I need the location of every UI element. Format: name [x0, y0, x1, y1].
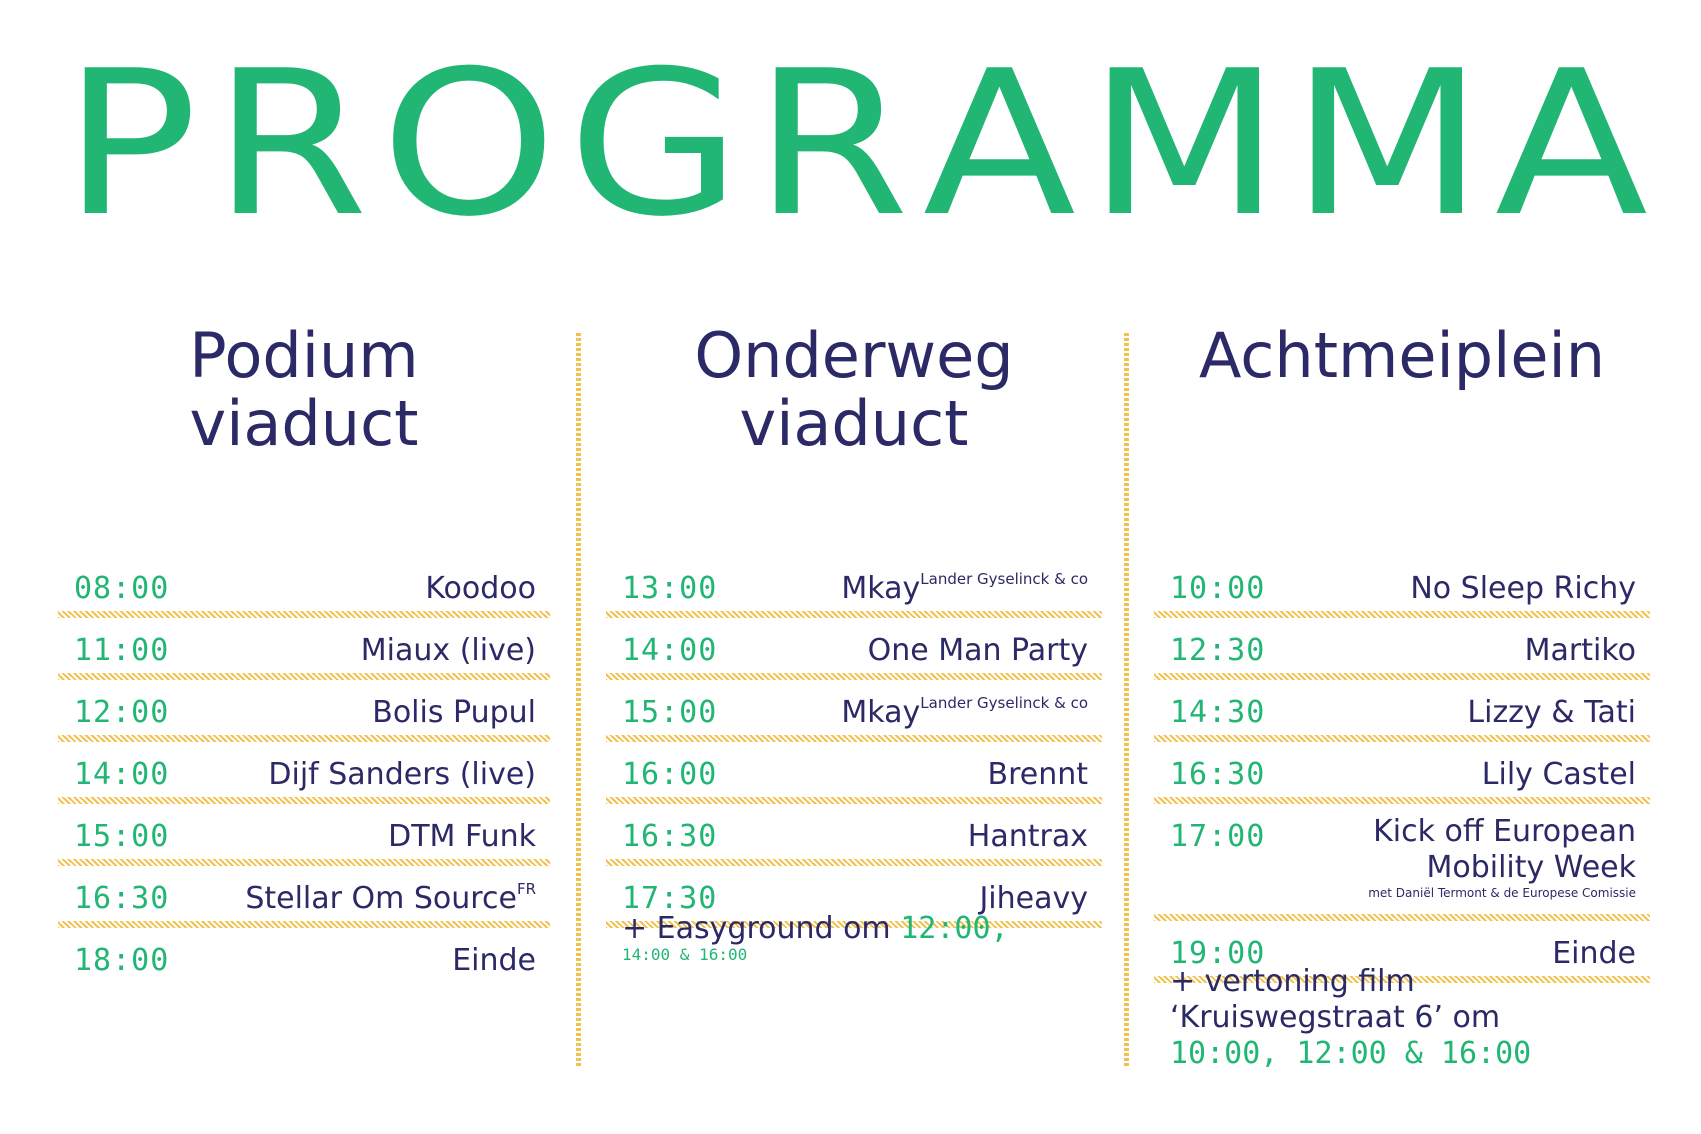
schedule-row	[1154, 628, 1650, 680]
act-name	[841, 566, 1088, 611]
act-name: Hantrax	[967, 819, 1088, 854]
note-line: + vertoning film	[1170, 964, 1415, 999]
extra-note	[622, 911, 1092, 963]
time-slot: 15:00	[622, 695, 718, 730]
title-letter: A	[922, 28, 1077, 261]
column-heading-line: Podium	[189, 319, 419, 392]
title-letter: O	[380, 28, 557, 261]
time-slot: 14:00	[622, 633, 718, 668]
title-letter: M	[1087, 28, 1281, 261]
act-name-text: Stellar Om Source	[245, 881, 517, 916]
note-line: ‘Kruiswegstraat 6’ om	[1170, 1000, 1501, 1035]
column-heading-line: Onderweg	[694, 319, 1014, 392]
time-slot: 11:00	[74, 633, 170, 668]
time-slot: 15:00	[74, 819, 170, 854]
act-name-text: Mkay	[841, 695, 921, 730]
schedule-row	[58, 814, 550, 866]
schedule-row	[606, 690, 1102, 742]
act-name: No Sleep Richy	[1410, 571, 1636, 606]
time-slot: 16:30	[74, 881, 170, 916]
column-onderweg-viaduct	[606, 0, 1102, 1134]
act-name	[245, 876, 536, 921]
note-text: + Easyground om	[622, 911, 901, 946]
schedule-row	[606, 628, 1102, 680]
title-letter: P	[62, 28, 198, 261]
time-slot: 10:00	[1170, 571, 1266, 606]
time-slot: 12:30	[1170, 633, 1266, 668]
time-slot: 19:00	[1170, 936, 1266, 971]
column-heading	[1154, 319, 1650, 392]
schedule-row	[1154, 566, 1650, 618]
act-superscript: FR	[516, 880, 536, 898]
act-name-line: Kick off European	[1373, 814, 1636, 849]
schedule-row	[58, 752, 550, 804]
schedule-row	[606, 752, 1102, 804]
act-name-text: Mkay	[841, 571, 921, 606]
column-heading-line: viaduct	[739, 387, 969, 460]
act-name: Jiheavy	[979, 881, 1088, 916]
extra-note	[1170, 964, 1640, 1072]
time-slot: 08:00	[74, 571, 170, 606]
schedule-row	[58, 690, 550, 742]
time-slot: 12:00	[74, 695, 170, 730]
time-slot: 16:30	[622, 819, 718, 854]
schedule-row	[58, 938, 550, 983]
time-slot: 14:30	[1170, 695, 1266, 730]
act-name: Lily Castel	[1481, 757, 1636, 792]
time-slot: 17:30	[622, 881, 718, 916]
column-divider-2	[1124, 333, 1129, 1068]
schedule-list	[58, 566, 550, 993]
schedule-row	[1154, 814, 1650, 921]
column-heading-line: Achtmeiplein	[1198, 319, 1606, 392]
act-name: Brennt	[987, 757, 1088, 792]
title-letter: R	[753, 28, 910, 261]
title-letter: A	[1494, 28, 1649, 261]
note-times-small: 14:00 & 16:00	[622, 945, 748, 964]
schedule-row	[1154, 690, 1650, 742]
schedule-row	[58, 566, 550, 618]
time-slot: 14:00	[74, 757, 170, 792]
schedule-list	[1154, 566, 1650, 993]
column-achtmeiplein	[1154, 0, 1650, 1134]
schedule-list	[606, 566, 1102, 938]
time-slot: 16:30	[1170, 757, 1266, 792]
title-letter: R	[212, 28, 368, 261]
note-times: 10:00, 12:00 & 16:00	[1170, 1036, 1532, 1071]
time-slot: 13:00	[622, 571, 718, 606]
column-divider-1	[576, 333, 581, 1068]
column-heading-line: viaduct	[189, 387, 419, 460]
act-subtitle: met Daniël Termont & de Europese Comissie	[1368, 886, 1636, 900]
act-name	[841, 690, 1088, 735]
act-superscript: Lander Gyselinck & co	[920, 570, 1088, 588]
column-podium-viaduct	[58, 0, 550, 1134]
column-heading	[58, 319, 550, 460]
act-name-line: Mobility Week	[1426, 850, 1636, 885]
act-superscript: Lander Gyselinck & co	[920, 694, 1088, 712]
title-letter: M	[1290, 28, 1484, 261]
act-name: Dijf Sanders (live)	[268, 757, 536, 792]
act-name: Einde	[1552, 936, 1636, 971]
column-heading	[606, 319, 1102, 460]
act-name: Koodoo	[425, 571, 536, 606]
act-name: One Man Party	[867, 633, 1088, 668]
time-slot: 16:00	[622, 757, 718, 792]
act-name: Martiko	[1524, 633, 1636, 668]
act-name: Miaux (live)	[360, 633, 536, 668]
act-name: Bolis Pupul	[372, 695, 536, 730]
schedule-row	[1154, 752, 1650, 804]
schedule-row	[58, 876, 550, 928]
act-name: DTM Funk	[388, 819, 536, 854]
schedule-row	[606, 566, 1102, 618]
act-name: Einde	[452, 943, 536, 978]
act-name: Lizzy & Tati	[1467, 695, 1636, 730]
act-name	[1368, 814, 1636, 900]
schedule-row	[58, 628, 550, 680]
time-slot: 18:00	[74, 943, 170, 978]
schedule-row	[606, 814, 1102, 866]
time-slot: 17:00	[1170, 819, 1266, 854]
title-letter: G	[567, 28, 742, 261]
note-times: 12:00,	[900, 911, 1009, 946]
